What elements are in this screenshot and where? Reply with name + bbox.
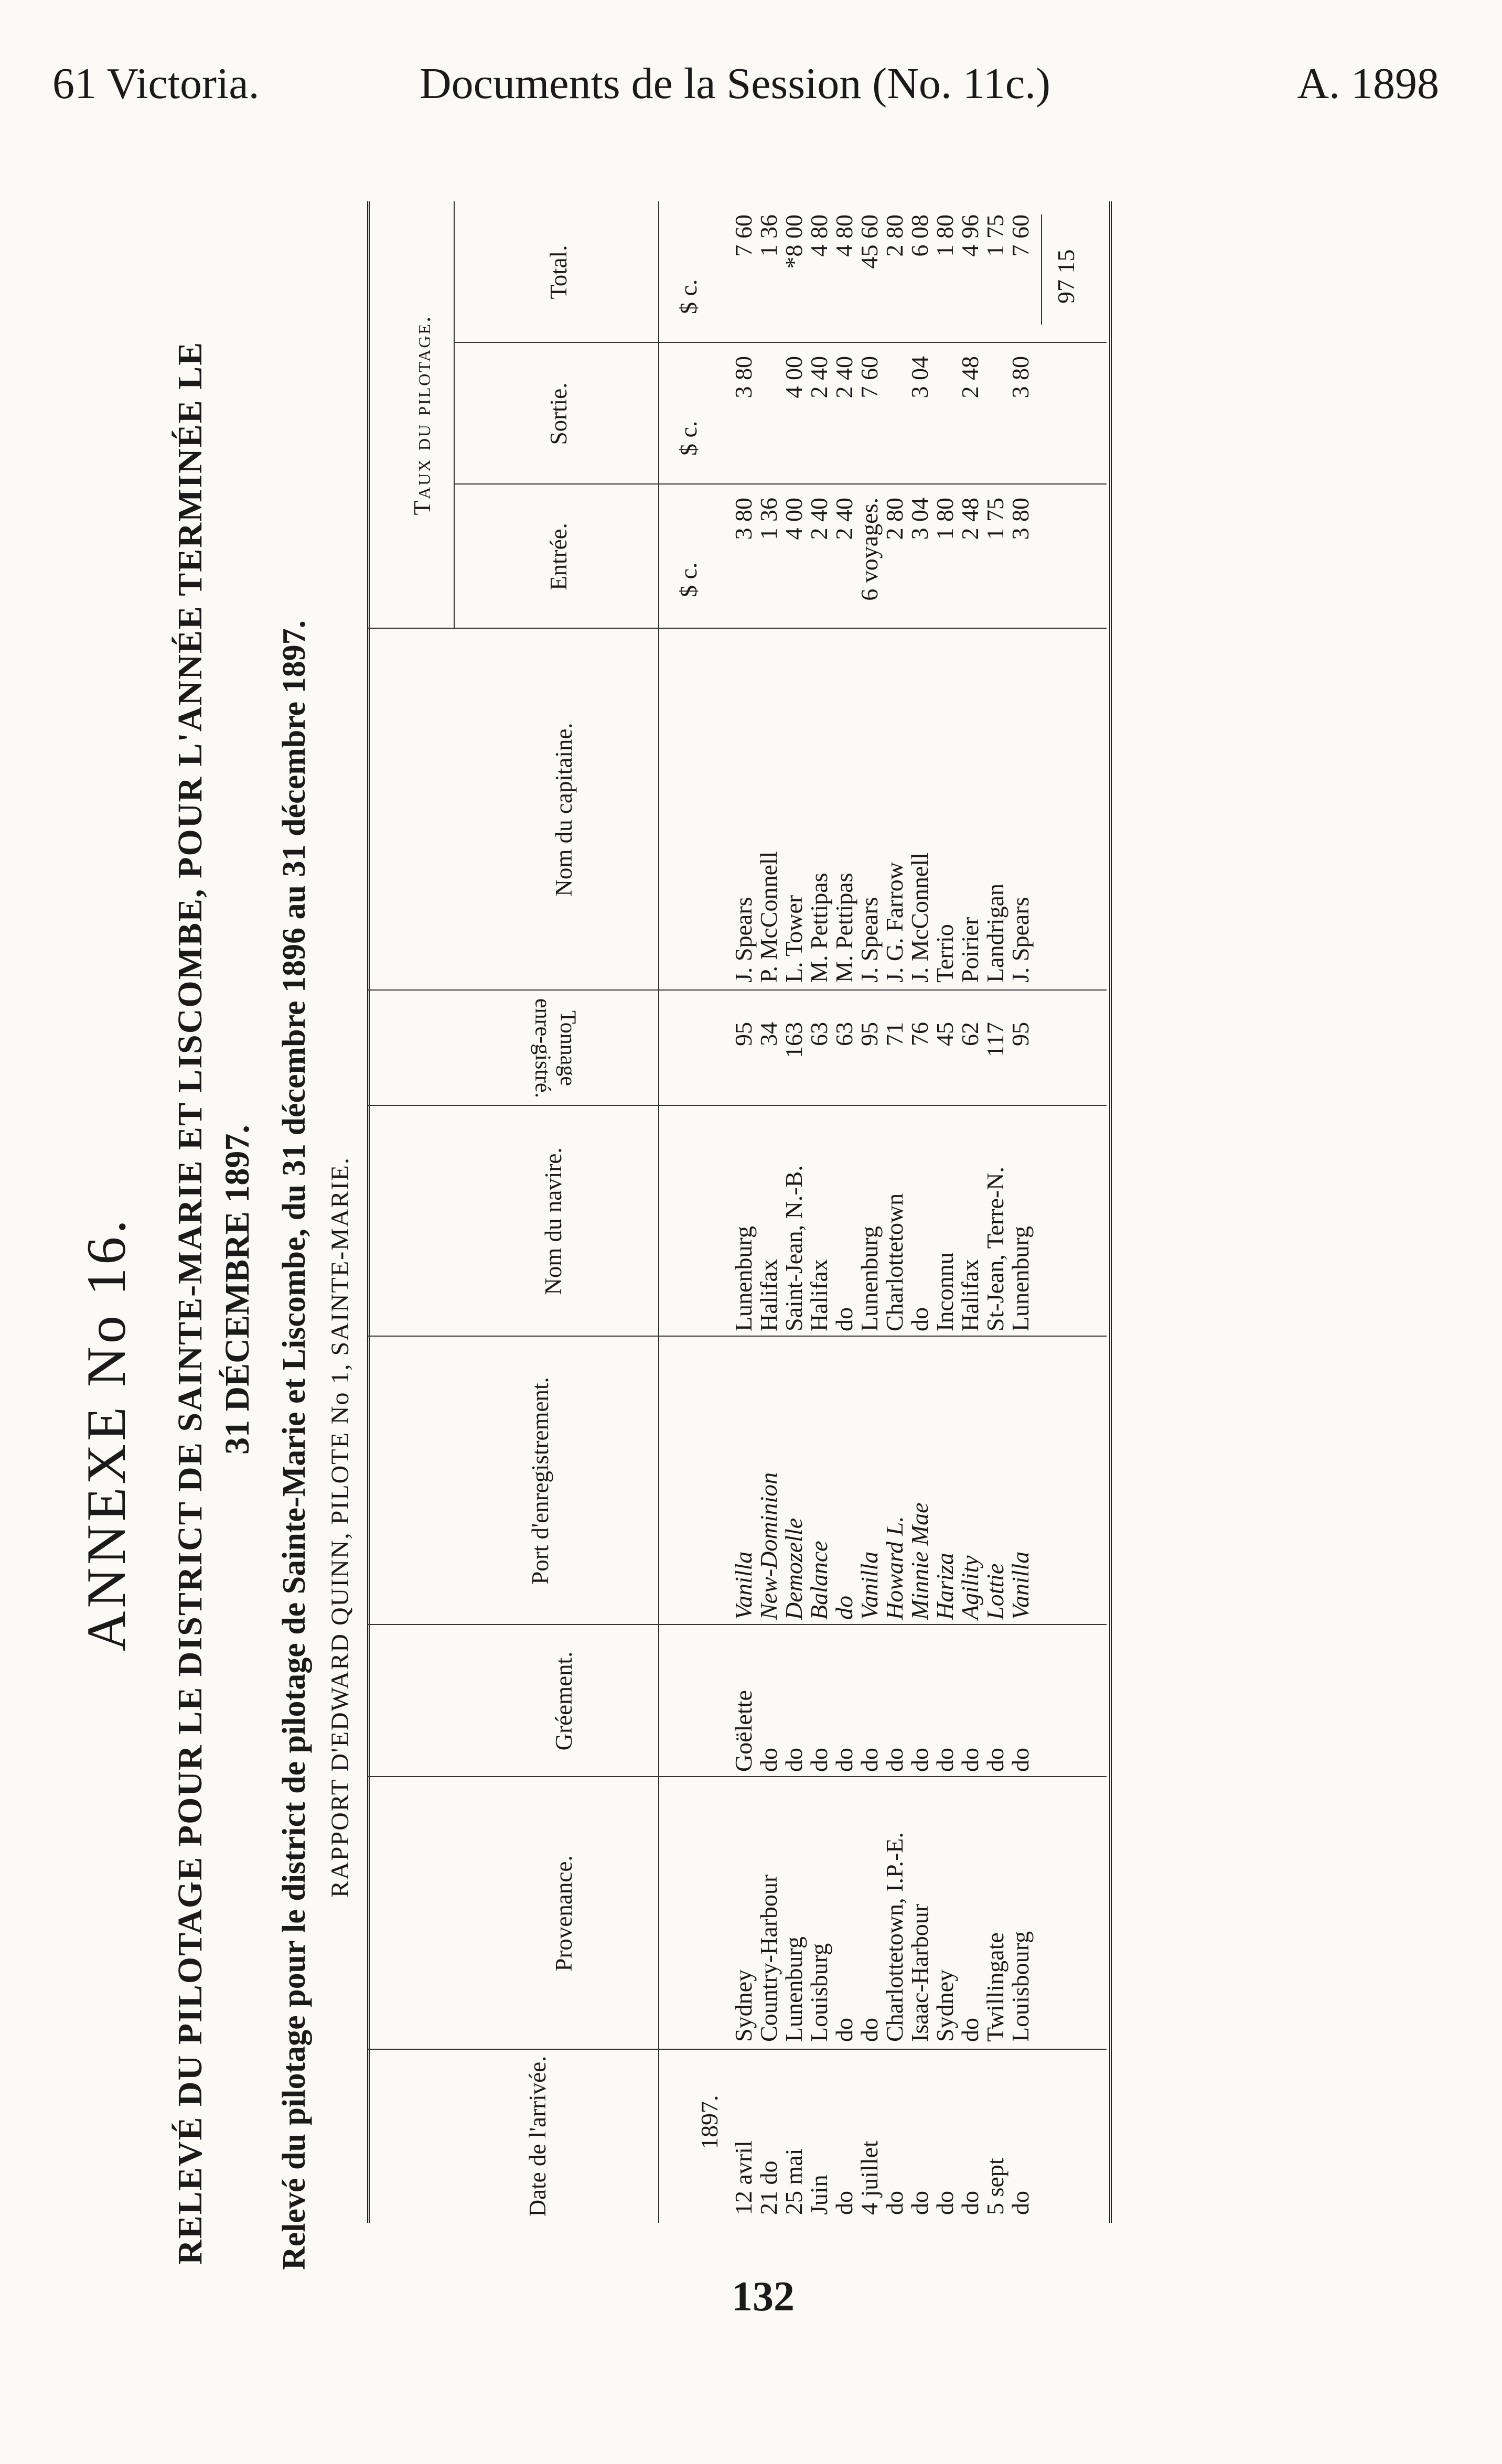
cell-provenance: Sydney [931,1970,958,2042]
cell-date: 21 do [755,2160,782,2215]
col-sep [367,2049,1107,2050]
cell-port: St-Jean, Terre-N. [982,1167,1009,1331]
currency-sortie: $ c. [675,421,702,456]
cell-provenance: do [856,2018,883,2042]
col-header-port: Port d'enregistrement. [527,1377,553,1585]
cell-capitaine: J. McConnell [906,853,933,983]
cell-provenance: Isaac-Harbour [906,1903,933,2042]
cell-provenance: Louisbourg [1007,1931,1034,2042]
cell-provenance: Lunenburg [780,1936,807,2042]
cell-capitaine: M. Pettipas [806,873,832,983]
currency-total: $ c. [675,279,702,314]
cell-date: 5 sept [982,2158,1009,2215]
cell-tonnage: 45 [931,1022,958,1046]
cell-total: 1 80 [931,214,958,257]
cell-capitaine: Poirier [957,917,983,983]
cell-total: 4 80 [831,214,857,257]
cell-total: 7 60 [1007,214,1034,257]
cell-entree: 4 00 [780,498,807,540]
cell-greement: Goëlette [730,1690,757,1772]
header-right: A. 1898 [1297,59,1439,108]
cell-date: do [831,2191,857,2215]
cell-navire: Howard L. [881,1516,908,1620]
cell-tonnage: 95 [856,1022,883,1046]
col-header-entree: Entrée. [545,523,572,590]
cell-capitaine: P. McConnell [755,851,782,983]
cell-provenance: do [831,2018,857,2042]
col-sep [367,1624,1107,1625]
cell-date: 12 avril [730,2140,757,2215]
cell-port: Halifax [806,1259,832,1331]
cell-date: 4 juillet [856,2140,883,2215]
cell-entree: 2 40 [831,498,857,540]
cell-tonnage: 34 [755,1022,782,1046]
cell-entree: 1 80 [931,498,958,540]
cell-total: 7 60 [730,214,757,257]
cell-tonnage: 95 [1007,1022,1034,1046]
col-sep [454,342,1107,343]
header-left: 61 Victoria. [52,59,260,108]
cell-total: *8 00 [780,214,807,269]
cell-date: Juin [806,2175,832,2215]
cell-port: Halifax [755,1259,782,1331]
col-header-greement: Gréement. [551,1651,577,1751]
cell-capitaine: J. Spears [1007,897,1034,983]
cell-sortie: 7 60 [856,356,883,399]
cell-port: Charlottetown [881,1193,908,1331]
cell-greement: do [982,1748,1009,1772]
report-subtitle: Relevé du pilotage pour le district de pilotage de Sainte-Marie et Liscombe, du 31 décembre 1896 au 31 décembre 1897. [276,620,312,2270]
col-header-total: Total. [545,245,572,299]
header-rule [658,201,659,2223]
cell-greement: do [780,1748,807,1772]
cell-port: Lunenburg [856,1225,883,1331]
cell-date: do [881,2191,908,2215]
cell-date: 25 mai [780,2148,807,2215]
cell-total: 1 36 [755,214,782,257]
cell-sortie: 4 00 [780,356,807,399]
col-sep [367,1776,1107,1777]
cell-entree: 3 80 [730,498,757,540]
col-sep [367,989,1107,991]
cell-tonnage: 163 [780,1022,807,1058]
col-header-sortie: Sortie. [545,382,572,445]
cell-capitaine: Terrio [931,924,958,983]
cell-port: Lunenburg [1007,1225,1034,1331]
cell-capitaine: J. G. Farrow [881,862,908,983]
cell-capitaine: L. Tower [780,895,807,983]
cell-port: do [906,1307,933,1331]
cell-navire: Vanilla [730,1551,757,1620]
cell-entree: 3 80 [1007,498,1034,540]
cell-date: do [1007,2191,1034,2215]
cell-sortie: 2 40 [806,356,832,399]
cell-entree: 1 36 [755,498,782,540]
cell-capitaine: Landrigan [982,883,1009,983]
cell-port: do [831,1307,857,1331]
cell-greement: do [856,1748,883,1772]
col-header-taux: Taux du pilotage. [409,315,435,515]
cell-port: Lunenburg [730,1225,757,1331]
cell-provenance: do [957,2018,983,2042]
col-header-tonnage: Tonnage enre-gistré. [530,998,580,1099]
cell-navire: Vanilla [856,1551,883,1620]
cell-entree: 6 voyages. [856,498,883,601]
cell-tonnage: 71 [881,1022,908,1046]
cell-greement: do [906,1748,933,1772]
year-label: 1897. [696,2095,723,2149]
page-number: 132 [732,2274,795,2320]
cell-port: Inconnu [931,1252,958,1331]
total-rule [1041,214,1042,325]
cell-tonnage: 62 [957,1022,983,1046]
cell-capitaine: J. Spears [730,897,757,983]
cell-navire: New-Dominion [755,1472,782,1620]
cell-date: do [906,2191,933,2215]
report-title-line1: RELEVÉ DU PILOTAGE POUR LE DISTRICT DE SAINTE-MARIE ET LISCOMBE, POUR L'ANNÉE TERMINÉE LE [171,341,209,2265]
cell-port: Saint-Jean, N.-B. [780,1165,807,1331]
cell-navire: do [831,1596,857,1620]
report-author: RAPPORT D'EDWARD QUINN, PILOTE No 1, SAINTE-MARIE. [326,1157,354,1898]
cell-tonnage: 76 [906,1022,933,1046]
cell-sortie: 2 48 [957,356,983,399]
cell-total: 2 80 [881,214,908,257]
cell-provenance: Charlottetown, I.P.-E. [881,1832,908,2042]
cell-navire: Vanilla [1007,1551,1034,1620]
cell-greement: do [957,1748,983,1772]
col-header-capitaine: Nom du capitaine. [551,723,577,897]
cell-total: 4 80 [806,214,832,257]
cell-provenance: Louisburg [806,1943,832,2042]
cell-navire: Hariza [931,1553,958,1620]
cell-tonnage: 63 [831,1022,857,1046]
cell-entree: 2 40 [806,498,832,540]
cell-total: 6 08 [906,214,933,257]
cell-capitaine: M. Pettipas [831,873,857,983]
cell-sortie: 3 80 [1007,356,1034,399]
cell-sortie: 2 40 [831,356,857,399]
cell-sortie: 3 80 [730,356,757,399]
cell-tonnage: 95 [730,1022,757,1046]
header-center: Documents de la Session (No. 11c.) [420,59,1050,108]
cell-navire: Balance [806,1541,832,1620]
cell-greement: do [1007,1748,1034,1772]
cell-total: 4 96 [957,214,983,257]
cell-greement: do [831,1748,857,1772]
col-sep [367,1105,1107,1106]
col-header-navire: Nom du navire. [540,1147,566,1295]
cell-greement: do [755,1748,782,1772]
cell-tonnage: 63 [806,1022,832,1046]
col-sep [367,628,1107,629]
cell-capitaine: J. Spears [856,897,883,983]
currency-entree: $ c. [675,562,702,597]
col-sep [454,483,1107,485]
cell-provenance: Twillingate [982,1932,1009,2042]
cell-date: do [931,2191,958,2215]
cell-total: 45 60 [856,214,883,269]
cell-navire: Agility [957,1555,983,1620]
cell-sortie: 3 04 [906,356,933,399]
grand-total: 97 15 [1053,249,1079,304]
annexe-title: ANNEXE No 16. [76,1217,137,1651]
cell-navire: Demozelle [780,1518,807,1620]
cell-entree: 2 48 [957,498,983,540]
cell-greement: do [931,1748,958,1772]
taux-rule [454,201,455,629]
cell-entree: 2 80 [881,498,908,540]
cell-tonnage: 117 [982,1022,1009,1058]
col-header-provenance: Provenance. [551,1855,577,1972]
report-title-line2: 31 DÉCEMBRE 1897. [218,1125,256,1455]
col-header-date: Date de l'arrivée. [524,2056,551,2217]
cell-entree: 3 04 [906,498,933,540]
cell-total: 1 75 [982,214,1009,257]
cell-provenance: Country-Harbour [755,1874,782,2042]
cell-date: do [957,2191,983,2215]
cell-navire: Lottie [982,1563,1009,1620]
cell-entree: 1 75 [982,498,1009,540]
cell-greement: do [806,1748,832,1772]
cell-provenance: Sydney [730,1970,757,2042]
cell-navire: Minnie Mae [906,1502,933,1620]
col-sep [367,1336,1107,1337]
cell-greement: do [881,1748,908,1772]
cell-port: Halifax [957,1259,983,1331]
